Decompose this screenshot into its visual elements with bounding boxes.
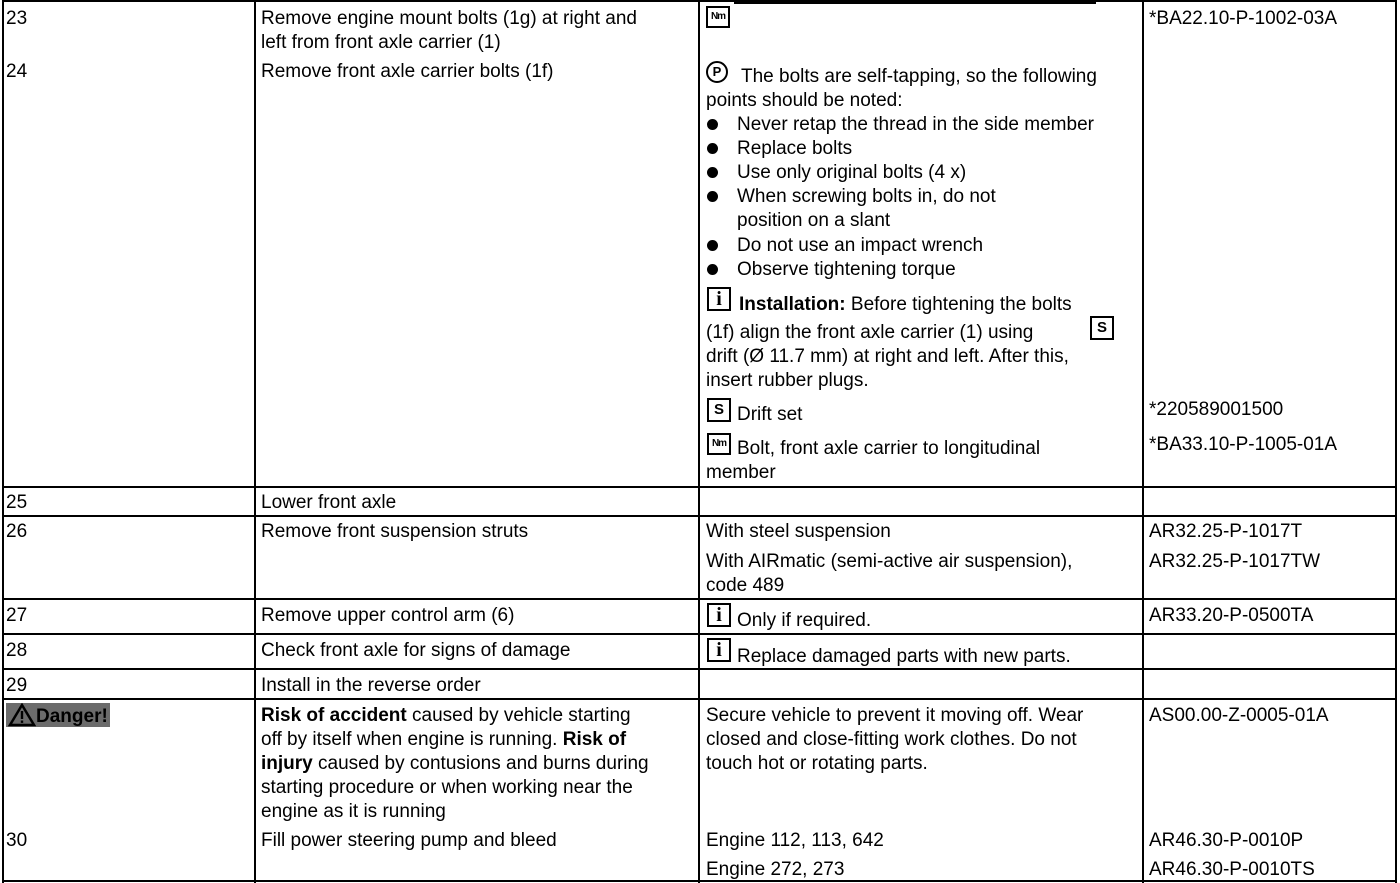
row-divider xyxy=(2,668,1397,670)
note-text: closed and close-fitting work clothes. Do not xyxy=(706,729,1077,750)
tool-icon[interactable]: S xyxy=(1090,316,1114,340)
danger-text xyxy=(261,728,626,752)
bullet-text: Never retap the thread in the side member xyxy=(737,114,1094,135)
step-number: 24 xyxy=(6,61,28,82)
step-number: 30 xyxy=(6,830,28,851)
step-description: Fill power steering pump and bleed xyxy=(261,830,557,851)
row-divider xyxy=(2,633,1397,635)
row-divider xyxy=(2,515,1397,517)
bullet-text: position on a slant xyxy=(737,210,891,231)
danger-text: caused by vehicle starting xyxy=(406,705,631,726)
step-number: 23 xyxy=(6,8,28,29)
step-number: 29 xyxy=(6,675,28,696)
column-divider xyxy=(254,0,256,883)
step-number: 25 xyxy=(6,492,28,513)
step-description: Remove front axle carrier bolts (1f) xyxy=(261,61,554,82)
step-number: 26 xyxy=(6,521,28,542)
danger-label: Danger! xyxy=(36,706,108,727)
reference-link[interactable]: AR33.20-P-0500TA xyxy=(1149,605,1314,626)
danger-text: caused by contusions and burns during xyxy=(312,753,649,774)
bullet xyxy=(707,191,718,202)
danger-text: engine as it is running xyxy=(261,801,446,822)
bullet xyxy=(707,167,718,178)
step-number: 27 xyxy=(6,605,28,626)
bullet-text: Do not use an impact wrench xyxy=(737,235,984,256)
bullet-text: Replace bolts xyxy=(737,138,853,159)
note-text: Engine 112, 113, 642 xyxy=(706,830,884,851)
note-text: The bolts are self-tapping, so the following xyxy=(741,66,1097,87)
row-divider xyxy=(2,486,1397,488)
note-text: code 489 xyxy=(706,575,785,596)
reference-link[interactable]: *BA33.10-P-1005-01A xyxy=(1149,434,1338,455)
danger-bold: injury xyxy=(261,753,313,774)
warning-icon xyxy=(8,703,36,727)
reference-link[interactable]: AR46.30-P-0010P xyxy=(1149,830,1304,851)
torque-icon[interactable]: Nm xyxy=(707,433,731,457)
danger-bold: Risk of accident xyxy=(261,705,407,726)
danger-text: starting procedure or when working near the xyxy=(261,777,633,798)
install-text: (1f) align the front axle carrier (1) using xyxy=(706,322,1034,343)
reference-link[interactable]: *BA22.10-P-1002-03A xyxy=(1149,8,1338,29)
install-text: insert rubber plugs. xyxy=(706,370,869,391)
torque-icon[interactable]: Nm xyxy=(706,6,730,30)
install-note xyxy=(739,293,1072,317)
note-text: Secure vehicle to prevent it moving off. Wear xyxy=(706,705,1084,726)
bullet xyxy=(707,240,718,251)
step-number: 28 xyxy=(6,640,28,661)
column-divider xyxy=(698,0,700,883)
tool-text: Drift set xyxy=(737,404,803,425)
bullet-text: When screwing bolts in, do not xyxy=(737,186,996,207)
danger-bold: Risk of xyxy=(562,729,627,750)
column-divider xyxy=(1142,0,1144,883)
note-text: Only if required. xyxy=(737,610,872,631)
info-icon: i xyxy=(707,287,731,311)
step-description: Remove upper control arm (6) xyxy=(261,605,515,626)
note-text: points should be noted: xyxy=(706,90,903,111)
step-description: Remove engine mount bolts (1g) at right and xyxy=(261,8,637,29)
note-text: With steel suspension xyxy=(706,521,891,542)
install-text: drift (Ø 11.7 mm) at right and left. After this, xyxy=(706,346,1069,367)
tool-icon[interactable]: S xyxy=(707,398,731,422)
install-label: Installation: xyxy=(739,294,846,315)
step-description: Lower front axle xyxy=(261,492,397,513)
danger-text: off by itself when engine is running. xyxy=(261,729,558,750)
reference-link[interactable]: AR46.30-P-0010TS xyxy=(1149,859,1315,880)
reference-link[interactable]: *220589001500 xyxy=(1149,399,1284,420)
reference-link[interactable]: AR32.25-P-1017TW xyxy=(1149,551,1321,572)
danger-badge xyxy=(6,703,110,727)
reference-link[interactable]: AS00.00-Z-0005-01A xyxy=(1149,705,1329,726)
step-description: Install in the reverse order xyxy=(261,675,481,696)
bullet-text: Use only original bolts (4 x) xyxy=(737,162,967,183)
step-description: left from front axle carrier (1) xyxy=(261,32,501,53)
danger-text xyxy=(261,704,631,728)
torque-text: Bolt, front axle carrier to longitudinal xyxy=(737,438,1041,459)
note-text: Engine 272, 273 xyxy=(706,859,845,880)
bullet xyxy=(707,119,718,130)
torque-text: member xyxy=(706,462,776,483)
info-icon: i xyxy=(707,638,731,662)
note-text: touch hot or rotating parts. xyxy=(706,753,928,774)
note-text: With AIRmatic (semi-active air suspension), xyxy=(706,551,1073,572)
install-text: Before tightening the bolts xyxy=(850,294,1072,315)
bullet xyxy=(707,143,718,154)
info-icon: i xyxy=(707,603,731,627)
image-frame-edge xyxy=(734,0,1096,4)
row-divider xyxy=(2,0,1397,2)
row-divider xyxy=(2,698,1397,700)
note-text: Replace damaged parts with new parts. xyxy=(737,646,1071,667)
reference-link[interactable]: AR32.25-P-1017T xyxy=(1149,521,1303,542)
step-description: Check front axle for signs of damage xyxy=(261,640,571,661)
bullet-text: Observe tightening torque xyxy=(737,259,956,280)
step-description: Remove front suspension struts xyxy=(261,521,529,542)
note-icon: P xyxy=(706,61,728,85)
danger-text xyxy=(261,752,649,776)
bullet xyxy=(707,264,718,275)
row-divider xyxy=(2,598,1397,600)
